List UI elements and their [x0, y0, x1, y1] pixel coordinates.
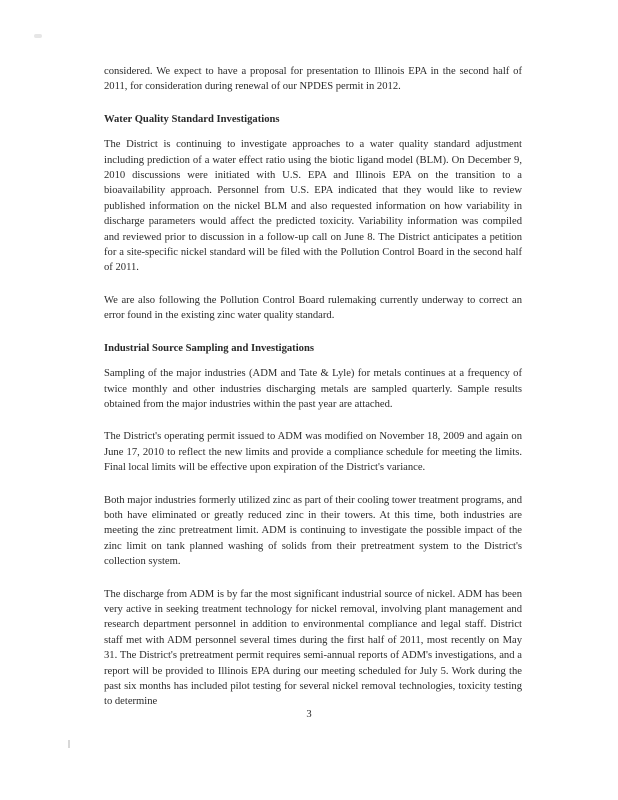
- industrial-paragraph-4: The discharge from ADM is by far the most significant industrial source of nickel. ADM has been very active in seeking treatment technology for nickel removal, involving plant management and research department personnel in addition to environmental compliance and legal staff. District staff met with ADM personnel several times during the first half of 2011, most recently on May 31. The District's pretreatment permit requires semi-annual reports of ADM's investigations, and a report will be provided to Illinois EPA during our meeting scheduled for July 5. Work during the past six months has included pilot testing for several nickel removal technologies, toxicity testing to determine: [104, 588, 522, 708]
- section-heading-industrial: Industrial Source Sampling and Investigations: [104, 342, 314, 354]
- industrial-paragraph-3: Both major industries formerly utilized zinc as part of their cooling tower treatment programs, and both have eliminated or greatly reduced zinc in their towers. At this time, both industries are meeting the zinc pretreatment limit. ADM is continuing to investigate the possible impact of the zinc limit on tank planned washing of solids from their pretreatment system to the District's collection system.: [104, 494, 522, 568]
- industrial-paragraph-1: Sampling of the major industries (ADM and Tate & Lyle) for metals continues at a frequency of twice monthly and other industries discharging metals are sampled quarterly. Sample results obtained from the major industries within the past year are attached.: [104, 368, 522, 410]
- scan-artifact-bottom: [68, 740, 70, 748]
- scan-artifact: [34, 34, 42, 38]
- section-heading-water-quality: Water Quality Standard Investigations: [104, 113, 280, 125]
- water-quality-paragraph-2: We are also following the Pollution Control Board rulemaking currently underway to correct an error found in the existing zinc water quality standard.: [104, 294, 522, 322]
- page-number: 3: [306, 709, 312, 720]
- water-quality-paragraph-1: The District is continuing to investigate approaches to a water quality standard adjustment including prediction of a water effect ratio using the biotic ligand model (BLM). On December 9, 2010 discussions were initiated with U.S. EPA and Illinois EPA on the transition to a bioavailability approach. Personnel from U.S. EPA indicated that they would like to review published information on the nickel BLM and also requested information on how variability in discharge parameters would affect the predicted toxicity. Variability information was compiled and reviewed prior to discussion in a follow-up call on June 8. The District anticipates a petition for a site-specific nickel standard will be filed with the Pollution Control Board in the second half of 2011.: [104, 139, 522, 274]
- industrial-paragraph-2: The District's operating permit issued to ADM was modified on November 18, 2009 and again on June 17, 2010 to reflect the new limits and provide a compliance schedule for meeting the limits. Final local limits will be effective upon expiration of the District's variance.: [104, 431, 522, 474]
- intro-paragraph: considered. We expect to have a proposal for presentation to Illinois EPA in the second half of 2011, for consideration during renewal of our NPDES permit in 2012.: [104, 66, 522, 93]
